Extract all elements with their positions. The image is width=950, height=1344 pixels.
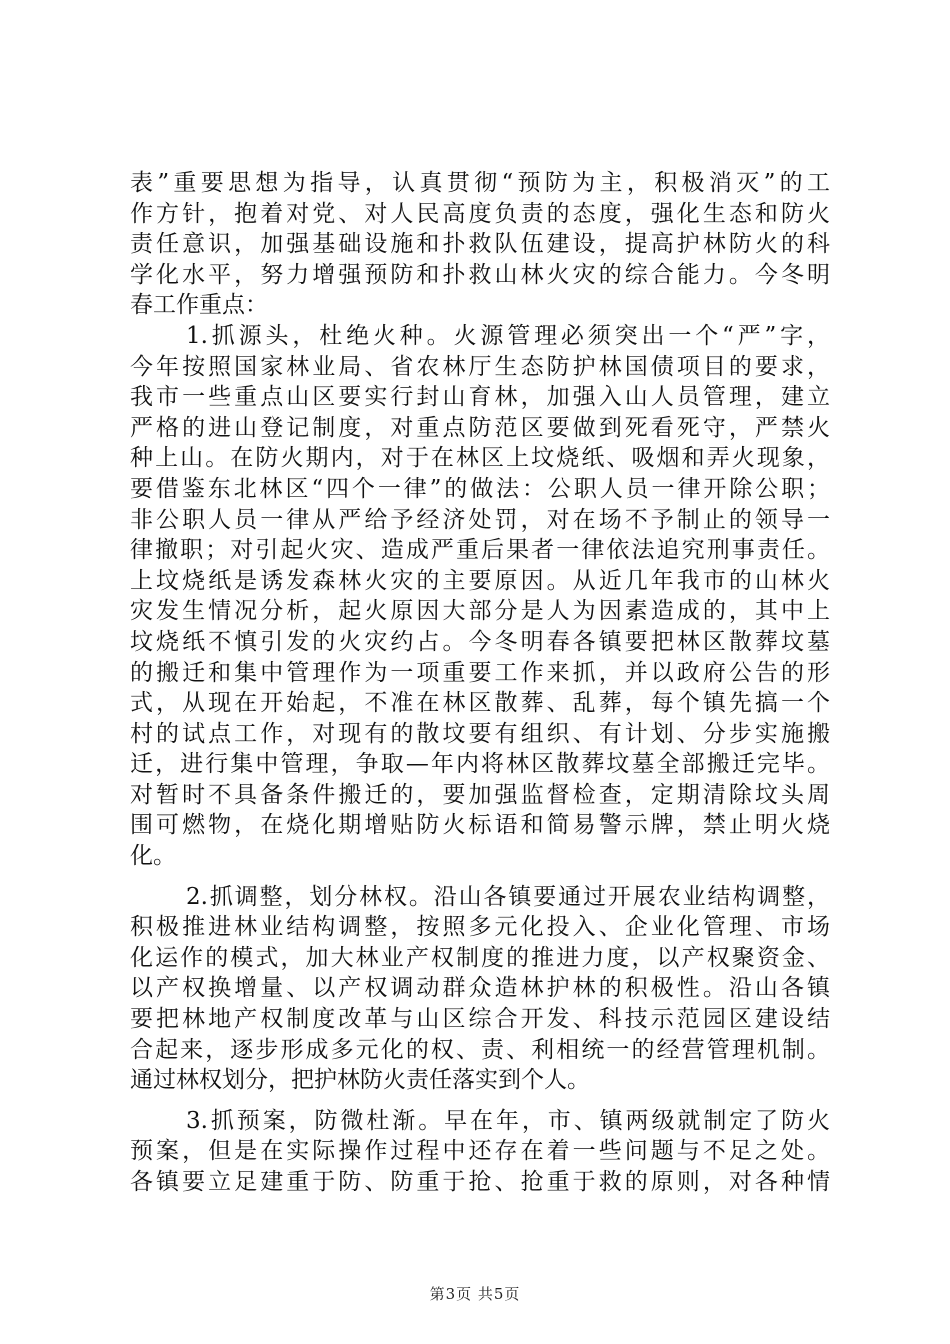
paragraph-item1: [130, 321, 830, 872]
paragraph-gap: [130, 1096, 830, 1106]
text-line: 村的试点工作，对现有的散坟要有组织、有计划、分步实施搬: [130, 720, 830, 747]
text-line: 作方针，抱着对党、对人民高度负责的态度，强化生态和防火: [130, 200, 830, 227]
text-line: 积极推进林业结构调整，按照多元化投入、企业化管理、市场: [130, 914, 830, 941]
paragraph-item3: [130, 1106, 830, 1198]
paragraph-item2: [130, 882, 830, 1096]
text-line: 3.抓预案，防微杜渐。早在年，市、镇两级就制定了防火: [186, 1107, 830, 1134]
page-footer: 第3页 共5页: [429, 1285, 521, 1303]
body-text: [130, 168, 830, 1198]
text-line: 通过林权划分，把护林防火责任落实到个人。: [130, 1067, 590, 1094]
text-line: 春工作重点：: [130, 292, 268, 319]
text-line: 各镇要立足建重于防、防重于抢、抢重于救的原则，对各种情: [130, 1169, 830, 1195]
text-line: 1.抓源头，杜绝火种。火源管理必须突出一个“严”字，: [186, 322, 830, 349]
text-line: 预案，但是在实际操作过程中还存在着一些问题与不足之处。: [130, 1138, 830, 1165]
text-line: 责任意识，加强基础设施和扑救队伍建设，提高护林防火的科: [130, 231, 830, 258]
text-line: 要把林地产权制度改革与山区综合开发、科技示范园区建设结: [130, 1006, 830, 1033]
text-line: 今年按照国家林业局、省农林厅生态防护林国债项目的要求，: [130, 353, 830, 380]
text-line: 以产权换增量、以产权调动群众造林护林的积极性。沿山各镇: [130, 975, 830, 1002]
text-line: 学化水平，努力增强预防和扑救山林火灾的综合能力。今冬明: [130, 261, 830, 288]
text-line: 要借鉴东北林区“四个一律”的做法：公职人员一律开除公职；: [130, 475, 830, 502]
text-line: 种上山。在防火期内，对于在林区上坟烧纸、吸烟和弄火现象，: [130, 445, 830, 472]
text-line: 灾发生情况分析，起火原因大部分是人为因素造成的，其中上: [130, 598, 830, 625]
text-line: 式，从现在开始起，不准在林区散葬、乱葬，每个镇先搞一个: [130, 690, 830, 717]
text-line: 表”重要思想为指导，认真贯彻“预防为主，积极消灭”的工: [130, 170, 830, 196]
text-line: 2.抓调整，划分林权。沿山各镇要通过开展农业结构调整，: [186, 883, 830, 910]
paragraph-intro: [130, 168, 830, 321]
text-line: 非公职人员一律从严给予经济处罚，对在场不予制止的领导一: [130, 506, 830, 533]
text-line: 围可燃物，在烧化期增贴防火标语和简易警示牌，禁止明火烧: [130, 812, 830, 839]
text-line: 迁，进行集中管理，争取—年内将林区散葬坟墓全部搬迁完毕。: [130, 751, 830, 778]
text-line: 严格的进山登记制度，对重点防范区要做到死看死守，严禁火: [130, 414, 830, 441]
text-line: 合起来，逐步形成多元化的权、责、利相统一的经营管理机制。: [130, 1036, 830, 1063]
text-line: 我市一些重点山区要实行封山育林，加强入山人员管理，建立: [130, 384, 830, 411]
text-line: 化运作的模式，加大林业产权制度的推进力度，以产权聚资金、: [130, 944, 830, 971]
text-line: 坟烧纸不慎引发的火灾约占。今冬明春各镇要把林区散葬坟墓: [130, 628, 830, 655]
text-line: 的搬迁和集中管理作为一项重要工作来抓，并以政府公告的形: [130, 659, 830, 686]
text-line: 化。: [130, 843, 176, 870]
text-line: 上坟烧纸是诱发森林火灾的主要原因。从近几年我市的山林火: [130, 567, 830, 594]
text-line: 律撤职；对引起火灾、造成严重后果者一律依法追究刑事责任。: [130, 537, 830, 564]
paragraph-gap: [130, 872, 830, 882]
text-line: 对暂时不具备条件搬迁的，要加强监督检查，定期清除坟头周: [130, 781, 830, 808]
